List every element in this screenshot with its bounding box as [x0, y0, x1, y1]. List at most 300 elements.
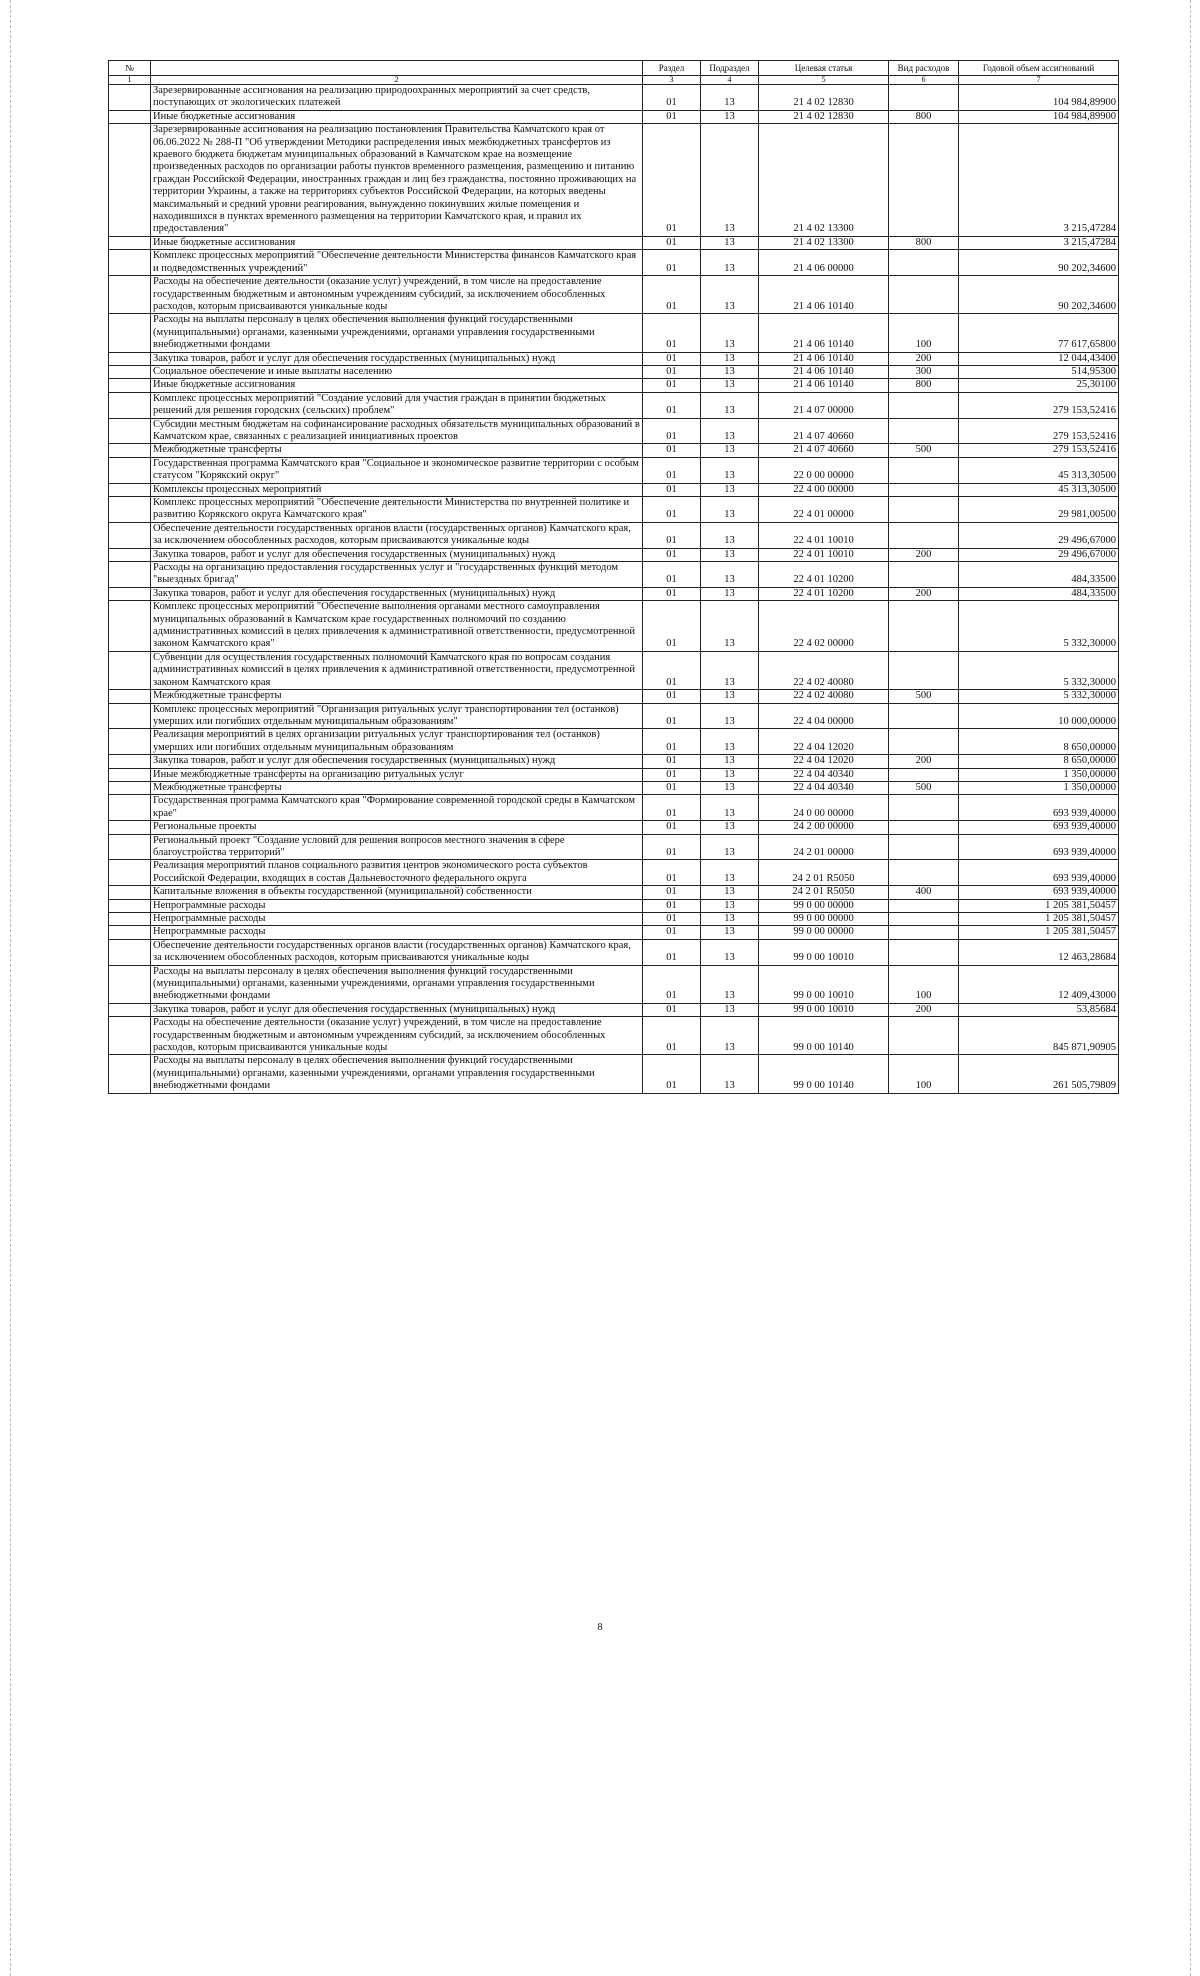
- row-subsection: 13: [701, 392, 759, 418]
- row-amount: 693 939,40000: [959, 834, 1119, 860]
- row-name: Расходы на выплаты персоналу в целях обеспечения выполнения функций государственными (муниципальными) органами, казенными учреждениями, органами управления государственными внебюджетными фондами: [151, 965, 643, 1003]
- row-section: 01: [643, 821, 701, 834]
- row-expense-type: 100: [889, 965, 959, 1003]
- row-amount: 45 313,30500: [959, 457, 1119, 483]
- row-amount: 5 332,30000: [959, 601, 1119, 652]
- row-subsection: 13: [701, 250, 759, 276]
- row-number: [109, 601, 151, 652]
- row-target-code: 21 4 07 40660: [759, 444, 889, 457]
- table-row: [109, 85, 1119, 111]
- row-number: [109, 314, 151, 352]
- row-expense-type: [889, 483, 959, 496]
- row-section: 01: [643, 768, 701, 781]
- row-section: 01: [643, 483, 701, 496]
- budget-allocation-table: [108, 60, 1119, 1094]
- row-section: 01: [643, 497, 701, 523]
- table-row: [109, 690, 1119, 703]
- row-subsection: 13: [701, 276, 759, 314]
- row-target-code: 22 4 01 00000: [759, 497, 889, 523]
- row-number: [109, 899, 151, 912]
- row-expense-type: [889, 418, 959, 444]
- table-row: [109, 522, 1119, 548]
- table-row: [109, 1055, 1119, 1093]
- row-name: Субвенции для осуществления государственных полномочий Камчатского края по вопросам создания административных комиссий в целях привлечения к административной ответственности, предусмотренной законом Камчатского края: [151, 651, 643, 689]
- row-target-code: 22 4 01 10010: [759, 548, 889, 561]
- header-target: Целевая статья: [759, 61, 889, 76]
- row-section: 01: [643, 110, 701, 123]
- table-row: [109, 236, 1119, 249]
- row-amount: 12 044,43400: [959, 352, 1119, 365]
- row-subsection: 13: [701, 548, 759, 561]
- row-number: [109, 795, 151, 821]
- row-amount: 1 205 381,50457: [959, 899, 1119, 912]
- row-amount: 1 350,00000: [959, 768, 1119, 781]
- row-target-code: 24 2 01 00000: [759, 834, 889, 860]
- row-amount: 693 939,40000: [959, 821, 1119, 834]
- row-name: Закупка товаров, работ и услуг для обеспечения государственных (муниципальных) нужд: [151, 352, 643, 365]
- table-row: [109, 926, 1119, 939]
- row-number: [109, 562, 151, 588]
- row-expense-type: 200: [889, 352, 959, 365]
- table-row: [109, 965, 1119, 1003]
- row-name: Иные бюджетные ассигнования: [151, 110, 643, 123]
- row-subsection: 13: [701, 497, 759, 523]
- row-target-code: 21 4 06 10140: [759, 379, 889, 392]
- row-number: [109, 690, 151, 703]
- table-row: [109, 860, 1119, 886]
- row-section: 01: [643, 314, 701, 352]
- row-amount: 3 215,47284: [959, 236, 1119, 249]
- row-number: [109, 1017, 151, 1055]
- table-row: [109, 913, 1119, 926]
- table-row: [109, 939, 1119, 965]
- table-row: [109, 587, 1119, 600]
- row-target-code: 24 2 01 R5050: [759, 860, 889, 886]
- row-number: [109, 886, 151, 899]
- row-expense-type: [889, 651, 959, 689]
- row-name: Капитальные вложения в объекты государственной (муниципальной) собственности: [151, 886, 643, 899]
- row-number: [109, 379, 151, 392]
- row-section: 01: [643, 913, 701, 926]
- row-number: [109, 587, 151, 600]
- row-subsection: 13: [701, 834, 759, 860]
- row-subsection: 13: [701, 562, 759, 588]
- column-number: 6: [889, 76, 959, 85]
- row-expense-type: [889, 834, 959, 860]
- row-expense-type: 500: [889, 690, 959, 703]
- row-amount: 45 313,30500: [959, 483, 1119, 496]
- row-expense-type: [889, 860, 959, 886]
- table-row: [109, 768, 1119, 781]
- row-amount: 693 939,40000: [959, 886, 1119, 899]
- row-subsection: 13: [701, 755, 759, 768]
- row-expense-type: [889, 124, 959, 237]
- row-number: [109, 768, 151, 781]
- scan-edge-right: [1190, 0, 1191, 1976]
- row-expense-type: [889, 1017, 959, 1055]
- row-expense-type: [889, 276, 959, 314]
- row-expense-type: [889, 457, 959, 483]
- row-amount: 1 205 381,50457: [959, 913, 1119, 926]
- row-expense-type: 800: [889, 379, 959, 392]
- row-name: Реализация мероприятий планов социального развития центров экономического роста субъектов Российской Федерации, входящих в состав Дальневосточного федерального округа: [151, 860, 643, 886]
- row-name: Расходы на выплаты персоналу в целях обеспечения выполнения функций государственными (муниципальными) органами, казенными учреждениями, органами управления государственными внебюджетными фондами: [151, 314, 643, 352]
- row-expense-type: [889, 913, 959, 926]
- row-name: Расходы на выплаты персоналу в целях обеспечения выполнения функций государственными (муниципальными) органами, казенными учреждениями, органами управления государственными внебюджетными фондами: [151, 1055, 643, 1093]
- row-subsection: 13: [701, 690, 759, 703]
- table-row: [109, 548, 1119, 561]
- header-amount: Годовой объем ассигнований: [959, 61, 1119, 76]
- row-expense-type: 100: [889, 1055, 959, 1093]
- row-number: [109, 834, 151, 860]
- row-amount: 5 332,30000: [959, 690, 1119, 703]
- table-row: [109, 562, 1119, 588]
- row-amount: 845 871,90905: [959, 1017, 1119, 1055]
- row-target-code: 22 4 02 40080: [759, 651, 889, 689]
- table-row: [109, 729, 1119, 755]
- row-name: Межбюджетные трансферты: [151, 781, 643, 794]
- row-target-code: 22 4 01 10010: [759, 522, 889, 548]
- row-target-code: 99 0 00 10010: [759, 939, 889, 965]
- row-expense-type: [889, 497, 959, 523]
- row-name: Иные межбюджетные трансферты на организацию ритуальных услуг: [151, 768, 643, 781]
- row-subsection: 13: [701, 860, 759, 886]
- table-row: [109, 457, 1119, 483]
- row-section: 01: [643, 250, 701, 276]
- row-name: Комплекс процессных мероприятий "Создание условий для участия граждан в принятии бюджетных решений для решения городских (сельских) проблем": [151, 392, 643, 418]
- row-subsection: 13: [701, 965, 759, 1003]
- row-name: Непрограммные расходы: [151, 913, 643, 926]
- row-amount: 10 000,00000: [959, 703, 1119, 729]
- row-subsection: 13: [701, 926, 759, 939]
- row-subsection: 13: [701, 821, 759, 834]
- row-expense-type: 300: [889, 365, 959, 378]
- row-name: Субсидии местным бюджетам на софинансирование расходных обязательств муниципальных образований в Камчатском крае, связанных с реализацией инициативных проектов: [151, 418, 643, 444]
- row-subsection: 13: [701, 939, 759, 965]
- row-target-code: 22 4 02 40080: [759, 690, 889, 703]
- row-section: 01: [643, 418, 701, 444]
- row-section: 01: [643, 860, 701, 886]
- row-subsection: 13: [701, 768, 759, 781]
- row-number: [109, 860, 151, 886]
- row-subsection: 13: [701, 444, 759, 457]
- row-section: 01: [643, 939, 701, 965]
- row-number: [109, 913, 151, 926]
- row-name: Закупка товаров, работ и услуг для обеспечения государственных (муниципальных) нужд: [151, 1003, 643, 1016]
- row-expense-type: 200: [889, 755, 959, 768]
- row-target-code: 99 0 00 00000: [759, 899, 889, 912]
- row-section: 01: [643, 795, 701, 821]
- row-subsection: 13: [701, 651, 759, 689]
- row-amount: 5 332,30000: [959, 651, 1119, 689]
- row-name: Комплекс процессных мероприятий "Обеспечение деятельности Министерства по внутренней политике и развитию Корякского округа Камчатского края": [151, 497, 643, 523]
- table-row: [109, 365, 1119, 378]
- row-amount: 8 650,00000: [959, 755, 1119, 768]
- row-subsection: 13: [701, 522, 759, 548]
- row-expense-type: [889, 926, 959, 939]
- row-number: [109, 110, 151, 123]
- row-target-code: 99 0 00 00000: [759, 926, 889, 939]
- row-section: 01: [643, 781, 701, 794]
- table-row: [109, 379, 1119, 392]
- row-expense-type: [889, 899, 959, 912]
- row-amount: 693 939,40000: [959, 795, 1119, 821]
- row-amount: 29 981,00500: [959, 497, 1119, 523]
- row-target-code: 99 0 00 10140: [759, 1055, 889, 1093]
- header-no: №: [109, 61, 151, 76]
- row-section: 01: [643, 899, 701, 912]
- row-expense-type: [889, 522, 959, 548]
- row-target-code: 21 4 07 40660: [759, 418, 889, 444]
- header-expense-type: Вид расходов: [889, 61, 959, 76]
- row-subsection: 13: [701, 457, 759, 483]
- table-row: [109, 444, 1119, 457]
- row-subsection: 13: [701, 314, 759, 352]
- row-name: Непрограммные расходы: [151, 926, 643, 939]
- row-section: 01: [643, 651, 701, 689]
- row-target-code: 22 4 01 10200: [759, 562, 889, 588]
- row-target-code: 99 0 00 00000: [759, 913, 889, 926]
- row-name: Региональный проект "Создание условий для решения вопросов местного значения в сфере благоустройства территорий": [151, 834, 643, 860]
- row-name: Закупка товаров, работ и услуг для обеспечения государственных (муниципальных) нужд: [151, 548, 643, 561]
- row-number: [109, 365, 151, 378]
- row-expense-type: [889, 703, 959, 729]
- row-target-code: 22 4 04 12020: [759, 729, 889, 755]
- row-expense-type: [889, 768, 959, 781]
- row-name: Зарезервированные ассигнования на реализацию природоохранных мероприятий за счет средств, поступающих от экологических платежей: [151, 85, 643, 111]
- row-section: 01: [643, 548, 701, 561]
- column-number: 2: [151, 76, 643, 85]
- row-section: 01: [643, 352, 701, 365]
- table-row: [109, 352, 1119, 365]
- row-section: 01: [643, 729, 701, 755]
- row-section: 01: [643, 276, 701, 314]
- row-expense-type: 200: [889, 1003, 959, 1016]
- row-subsection: 13: [701, 899, 759, 912]
- column-number: 3: [643, 76, 701, 85]
- row-name: Комплексы процессных мероприятий: [151, 483, 643, 496]
- row-amount: 12 409,43000: [959, 965, 1119, 1003]
- row-number: [109, 250, 151, 276]
- page-number: 8: [597, 1622, 603, 1633]
- row-section: 01: [643, 522, 701, 548]
- row-subsection: 13: [701, 110, 759, 123]
- row-target-code: 99 0 00 10140: [759, 1017, 889, 1055]
- row-amount: 514,95300: [959, 365, 1119, 378]
- row-number: [109, 1003, 151, 1016]
- row-number: [109, 781, 151, 794]
- row-name: Зарезервированные ассигнования на реализацию постановления Правительства Камчатского края от 06.06.2022 № 288-П "Об утверждении Методики распределения иных межбюджетных трансфертов из краевого бюджета бюджетам муниципальных образований в Камчатском крае на возмещение произведенных расходов по организации работы пунктов временного размещения, размещению и питанию граждан Российской Федерации, иностранных граждан и лиц без гражданства, постоянно проживающих на территории Украины, а также на территориях субъектов Российской Федерации, на которых введены максимальный и средний уровни реагирования, вынужденно покинувших жилые помещения и находившихся в пунктах временного размещения на территории Камчатского края, и правил их предоставления": [151, 124, 643, 237]
- table-row: [109, 1003, 1119, 1016]
- row-subsection: 13: [701, 1017, 759, 1055]
- row-section: 01: [643, 562, 701, 588]
- row-name: Расходы на обеспечение деятельности (оказание услуг) учреждений, в том числе на предоставление государственным бюджетным и автономным учреждениям субсидий, за исключением обособленных расходов, которым присваиваются уникальные коды: [151, 1017, 643, 1055]
- row-section: 01: [643, 1003, 701, 1016]
- row-expense-type: [889, 250, 959, 276]
- row-section: 01: [643, 379, 701, 392]
- column-number-row: [109, 76, 1119, 85]
- row-subsection: 13: [701, 418, 759, 444]
- row-target-code: 24 2 00 00000: [759, 821, 889, 834]
- row-target-code: 21 4 02 13300: [759, 124, 889, 237]
- table-row: [109, 703, 1119, 729]
- row-number: [109, 276, 151, 314]
- row-amount: 104 984,89900: [959, 85, 1119, 111]
- row-number: [109, 1055, 151, 1093]
- row-name: Социальное обеспечение и иные выплаты населению: [151, 365, 643, 378]
- row-name: Закупка товаров, работ и услуг для обеспечения государственных (муниципальных) нужд: [151, 755, 643, 768]
- row-number: [109, 124, 151, 237]
- row-amount: 693 939,40000: [959, 860, 1119, 886]
- table-row: [109, 250, 1119, 276]
- row-subsection: 13: [701, 365, 759, 378]
- row-section: 01: [643, 965, 701, 1003]
- table-row: [109, 124, 1119, 237]
- column-number: 7: [959, 76, 1119, 85]
- row-name: Государственная программа Камчатского края "Социальное и экономическое развитие территории с особым статусом "Корякский округ": [151, 457, 643, 483]
- row-section: 01: [643, 690, 701, 703]
- row-subsection: 13: [701, 703, 759, 729]
- row-expense-type: [889, 821, 959, 834]
- row-expense-type: 800: [889, 110, 959, 123]
- row-expense-type: 500: [889, 781, 959, 794]
- row-amount: 8 650,00000: [959, 729, 1119, 755]
- row-name: Межбюджетные трансферты: [151, 444, 643, 457]
- row-name: Комплекс процессных мероприятий "Организация ритуальных услуг транспортирования тел (останков) умерших или погибших отдельным муниципальным образованиям": [151, 703, 643, 729]
- row-target-code: 21 4 06 10140: [759, 365, 889, 378]
- row-amount: 1 205 381,50457: [959, 926, 1119, 939]
- row-subsection: 13: [701, 795, 759, 821]
- row-number: [109, 729, 151, 755]
- row-amount: 3 215,47284: [959, 124, 1119, 237]
- row-section: 01: [643, 444, 701, 457]
- table-row: [109, 483, 1119, 496]
- row-section: 01: [643, 365, 701, 378]
- row-name: Комплекс процессных мероприятий "Обеспечение выполнения органами местного самоуправления муниципальных образований в Камчатском крае государственных полномочий по созданию административных комиссий в целях привлечения к административной ответственности, предусмотренной законом Камчатского края": [151, 601, 643, 652]
- table-row: [109, 314, 1119, 352]
- row-subsection: 13: [701, 1055, 759, 1093]
- row-number: [109, 651, 151, 689]
- row-subsection: 13: [701, 85, 759, 111]
- row-amount: 1 350,00000: [959, 781, 1119, 794]
- row-expense-type: 200: [889, 548, 959, 561]
- row-amount: 90 202,34600: [959, 276, 1119, 314]
- row-section: 01: [643, 703, 701, 729]
- row-number: [109, 392, 151, 418]
- row-amount: 77 617,65800: [959, 314, 1119, 352]
- table-row: [109, 601, 1119, 652]
- row-subsection: 13: [701, 886, 759, 899]
- row-subsection: 13: [701, 124, 759, 237]
- header-section: Раздел: [643, 61, 701, 76]
- row-section: 01: [643, 834, 701, 860]
- row-target-code: 21 4 06 00000: [759, 250, 889, 276]
- row-expense-type: [889, 729, 959, 755]
- row-target-code: 21 4 06 10140: [759, 314, 889, 352]
- row-subsection: 13: [701, 729, 759, 755]
- row-subsection: 13: [701, 483, 759, 496]
- row-amount: 90 202,34600: [959, 250, 1119, 276]
- row-number: [109, 85, 151, 111]
- row-section: 01: [643, 392, 701, 418]
- row-amount: 279 153,52416: [959, 444, 1119, 457]
- row-amount: 261 505,79809: [959, 1055, 1119, 1093]
- row-name: Закупка товаров, работ и услуг для обеспечения государственных (муниципальных) нужд: [151, 587, 643, 600]
- row-number: [109, 965, 151, 1003]
- table-row: [109, 392, 1119, 418]
- header-row: [109, 61, 1119, 76]
- row-target-code: 22 4 01 10200: [759, 587, 889, 600]
- column-number: 1: [109, 76, 151, 85]
- row-number: [109, 522, 151, 548]
- scan-edge-left: [10, 0, 11, 1976]
- row-target-code: 21 4 07 00000: [759, 392, 889, 418]
- table-body: [109, 85, 1119, 1094]
- row-section: 01: [643, 124, 701, 237]
- row-subsection: 13: [701, 587, 759, 600]
- row-section: 01: [643, 1017, 701, 1055]
- row-section: 01: [643, 601, 701, 652]
- row-name: Региональные проекты: [151, 821, 643, 834]
- header-subsection: Подраздел: [701, 61, 759, 76]
- row-target-code: 21 4 02 12830: [759, 85, 889, 111]
- table-row: [109, 821, 1119, 834]
- table-row: [109, 651, 1119, 689]
- row-subsection: 13: [701, 352, 759, 365]
- row-number: [109, 457, 151, 483]
- row-section: 01: [643, 587, 701, 600]
- row-expense-type: 400: [889, 886, 959, 899]
- table-row: [109, 1017, 1119, 1055]
- row-section: 01: [643, 755, 701, 768]
- row-amount: 29 496,67000: [959, 522, 1119, 548]
- row-section: 01: [643, 85, 701, 111]
- row-name: Расходы на организацию предоставления государственных услуг и "государственных функций методом "выездных бригад": [151, 562, 643, 588]
- table-row: [109, 497, 1119, 523]
- row-expense-type: 500: [889, 444, 959, 457]
- row-number: [109, 236, 151, 249]
- row-number: [109, 483, 151, 496]
- row-expense-type: 100: [889, 314, 959, 352]
- row-amount: 29 496,67000: [959, 548, 1119, 561]
- row-expense-type: 800: [889, 236, 959, 249]
- row-target-code: 22 4 04 12020: [759, 755, 889, 768]
- row-name: Реализация мероприятий в целях организации ритуальных услуг транспортирования тел (останков) умерших или погибших отдельным муниципальным образованиям: [151, 729, 643, 755]
- table-row: [109, 781, 1119, 794]
- row-target-code: 21 4 06 10140: [759, 276, 889, 314]
- row-number: [109, 444, 151, 457]
- row-target-code: 22 4 02 00000: [759, 601, 889, 652]
- table-row: [109, 899, 1119, 912]
- row-target-code: 21 4 02 13300: [759, 236, 889, 249]
- table-row: [109, 418, 1119, 444]
- row-name: Комплекс процессных мероприятий "Обеспечение деятельности Министерства финансов Камчатского края и подведомственных учреждений": [151, 250, 643, 276]
- row-name: Иные бюджетные ассигнования: [151, 236, 643, 249]
- row-target-code: 22 4 04 40340: [759, 768, 889, 781]
- row-target-code: 22 4 00 00000: [759, 483, 889, 496]
- row-subsection: 13: [701, 601, 759, 652]
- row-target-code: 22 4 04 00000: [759, 703, 889, 729]
- row-name: Непрограммные расходы: [151, 899, 643, 912]
- row-amount: 484,33500: [959, 562, 1119, 588]
- row-expense-type: [889, 392, 959, 418]
- row-target-code: 24 2 01 R5050: [759, 886, 889, 899]
- row-name: Межбюджетные трансферты: [151, 690, 643, 703]
- row-target-code: 22 4 04 40340: [759, 781, 889, 794]
- row-amount: 25,30100: [959, 379, 1119, 392]
- row-number: [109, 497, 151, 523]
- header-name: [151, 61, 643, 76]
